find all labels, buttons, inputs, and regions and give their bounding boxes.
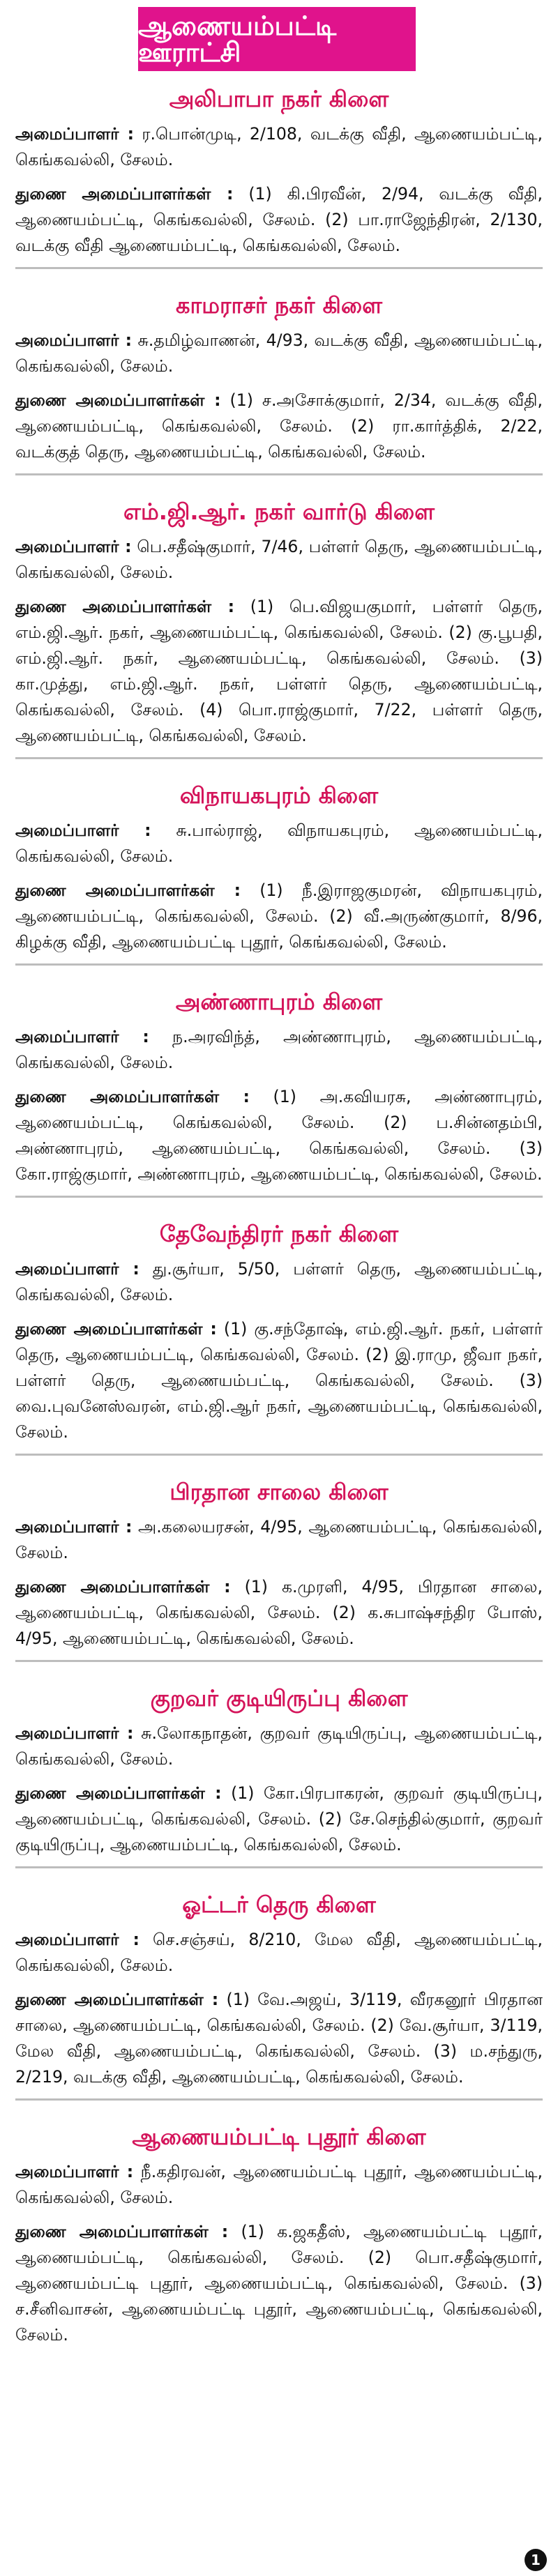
organizer-label: அமைப்பாளர் :	[15, 2162, 134, 2181]
organizer-paragraph	[15, 818, 543, 869]
branch-section	[15, 495, 543, 779]
organizer-text: நீ.கதிரவன், ஆணையம்பட்டி புதூர், ஆணையம்பட்டி, கெங்கவல்லி, சேலம்.	[15, 2162, 543, 2207]
organizer-text: செ.சஞ்சய், 8/210, மேல வீதி, ஆணையம்பட்டி, கெங்கவல்லி, சேலம்.	[15, 1930, 543, 1975]
section-divider	[15, 1454, 543, 1456]
deputy-label: துணை அமைப்பாளர்கள் :	[15, 390, 221, 410]
deputy-paragraph	[15, 2219, 543, 2348]
deputy-text: (1) க.ஜகதீஸ், ஆணையம்பட்டி புதூர், ஆணையம்பட்டி, கெங்கவல்லி, சேலம். (2) பொ.சதீஷ்குமார், ஆணையம்பட்டி புதூர், ஆணையம்பட்டி, கெங்கவல்லி, சேலம். (3) ச.சீனிவாசன், ஆணையம்பட்டி புதூர், ஆணையம்பட்டி, கெங்கவல்லி, சேலம்.	[15, 2222, 543, 2345]
deputy-text: (1) நீ.இராஜகுமரன், விநாயகபுரம், ஆணையம்பட்டி, கெங்கவல்லி, சேலம். (2) வீ.அருண்குமார், 8/96, கிழக்கு வீதி, ஆணையம்பட்டி புதூர், கெங்கவல்லி, சேலம்.	[15, 881, 543, 952]
branch-section	[15, 1475, 543, 1682]
deputy-paragraph	[15, 1574, 543, 1652]
organizer-label: அமைப்பாளர் :	[15, 1930, 140, 1949]
deputy-paragraph	[15, 1084, 543, 1187]
branch-title: ஓட்டர் தெரு கிளை	[182, 1891, 376, 1918]
organizer-label: அமைப்பாளர் :	[15, 330, 133, 350]
branch-title: அலிபாபா நகர் கிளை	[169, 86, 389, 112]
deputy-text: (1) க.முரளி, 4/95, பிரதான சாலை, ஆணையம்பட்டி, கெங்கவல்லி, சேலம். (2) க.சுபாஷ்சந்திர போஸ், 4/95, ஆணையம்பட்டி, கெங்கவல்லி, சேலம்.	[15, 1577, 543, 1648]
organizer-paragraph	[15, 2159, 543, 2211]
organizer-label: அமைப்பாளர் :	[15, 821, 151, 840]
deputy-text: (1) அ.கவியரசு, அண்ணாபுரம், ஆணையம்பட்டி, கெங்கவல்லி, சேலம். (2) ப.சின்னதம்பி, அண்ணாபுரம், ஆணையம்பட்டி, கெங்கவல்லி, சேலம். (3) கோ.ராஜ்குமார், அண்ணாபுரம், ஆணையம்பட்டி, கெங்கவல்லி, சேலம்.	[15, 1087, 543, 1184]
section-divider	[15, 473, 543, 475]
page-number-badge	[525, 2549, 547, 2571]
organizer-label: அமைப்பாளர் :	[15, 1027, 149, 1046]
deputy-label: துணை அமைப்பாளர்கள் :	[15, 881, 241, 900]
organizer-text: சு.லோகநாதன், குறவர் குடியிருப்பு, ஆணையம்பட்டி, கெங்கவல்லி, சேலம்.	[15, 1723, 543, 1769]
branch-section	[15, 1888, 543, 2120]
branch-section	[15, 779, 543, 985]
branch-section	[15, 1682, 543, 1888]
branch-section	[15, 985, 543, 1217]
organizer-paragraph	[15, 534, 543, 586]
branch-title: எம்.ஜி.ஆர். நகர் வார்டு கிளை	[123, 498, 435, 525]
organizer-label: அமைப்பாளர் :	[15, 1723, 134, 1743]
branch-title: பிரதான சாலை கிளை	[169, 1479, 389, 1505]
organizer-paragraph	[15, 121, 543, 173]
section-divider	[15, 963, 543, 966]
organizer-paragraph	[15, 1256, 543, 1308]
organizer-paragraph	[15, 1024, 543, 1076]
deputy-paragraph	[15, 878, 543, 955]
organizer-text: பெ.சதீஷ்குமார், 7/46, பள்ளர் தெரு, ஆணையம்பட்டி, கெங்கவல்லி, சேலம்.	[15, 537, 543, 582]
section-divider	[15, 1196, 543, 1198]
section-divider	[15, 2098, 543, 2101]
branch-title: காமராசர் நகர் கிளை	[176, 292, 382, 319]
deputy-paragraph	[15, 1987, 543, 2090]
section-divider	[15, 757, 543, 759]
branch-title: ஆணையம்பட்டி புதூர் கிளை	[132, 2124, 426, 2150]
section-divider	[15, 1866, 543, 1868]
section-divider	[15, 267, 543, 269]
deputy-label: துணை அமைப்பாளர்கள் :	[15, 1087, 250, 1106]
organizer-paragraph	[15, 1927, 543, 1979]
branch-section	[15, 2120, 543, 2366]
organizer-text: ர.பொன்முடி, 2/108, வடக்கு வீதி, ஆணையம்பட்டி, கெங்கவல்லி, சேலம்.	[15, 124, 543, 169]
deputy-text: (1) கி.பிரவீன், 2/94, வடக்கு வீதி, ஆணையம்பட்டி, கெங்கவல்லி, சேலம். (2) பா.ராஜேந்திரன், 2/130, வடக்கு வீதி ஆணையம்பட்டி, கெங்கவல்லி, சேலம்.	[15, 184, 543, 255]
organizer-text: து.சூர்யா, 5/50, பள்ளர் தெரு, ஆணையம்பட்டி, கெங்கவல்லி, சேலம்.	[15, 1259, 543, 1304]
organizer-text: சு.பால்ராஜ், விநாயகபுரம், ஆணையம்பட்டி, கெங்கவல்லி, சேலம்.	[15, 821, 543, 866]
branch-title: குறவர் குடியிருப்பு கிளை	[150, 1685, 408, 1712]
deputy-label: துணை அமைப்பாளர்கள் :	[15, 184, 234, 204]
deputy-label: துணை அமைப்பாளர்கள் :	[15, 1319, 217, 1339]
page-title: ஆணையம்பட்டி ஊராட்சி	[138, 10, 337, 68]
branch-title: அண்ணாபுரம் கிளை	[175, 989, 383, 1015]
organizer-text: சு.தமிழ்வாணன், 4/93, வடக்கு வீதி, ஆணையம்பட்டி, கெங்கவல்லி, சேலம்.	[15, 330, 543, 376]
page-number: 1	[531, 2552, 541, 2568]
organizer-label: அமைப்பாளர் :	[15, 1517, 133, 1537]
deputy-text: (1) வே.அஜய், 3/119, வீரகனூர் பிரதான சாலை, ஆணையம்பட்டி, கெங்கவல்லி, சேலம். (2) வே.சூர்யா, 3/119, மேல வீதி, ஆணையம்பட்டி, கெங்கவல்லி, சேலம். (3) ம.சந்துரு, 2/219, வடக்கு வீதி, ஆணையம்பட்டி, கெங்கவல்லி, சேலம்.	[15, 1990, 543, 2087]
deputy-paragraph	[15, 1316, 543, 1445]
branch-list	[15, 82, 543, 2366]
deputy-paragraph	[15, 594, 543, 749]
branch-title: விநாயகபுரம் கிளை	[179, 782, 379, 809]
deputy-text: (1) கோ.பிரபாகரன், குறவர் குடியிருப்பு, ஆணையம்பட்டி, கெங்கவல்லி, சேலம். (2) சே.செந்தில்குமார், குறவர் குடியிருப்பு, ஆணையம்பட்டி, கெங்கவல்லி, சேலம்.	[15, 1783, 543, 1854]
organizer-label: அமைப்பாளர் :	[15, 124, 135, 144]
deputy-paragraph	[15, 181, 543, 259]
deputy-paragraph	[15, 1781, 543, 1858]
deputy-label: துணை அமைப்பாளர்கள் :	[15, 1990, 219, 2009]
deputy-paragraph	[15, 388, 543, 465]
deputy-text: (1) ச.அசோக்குமார், 2/34, வடக்கு வீதி, ஆணையம்பட்டி, கெங்கவல்லி, சேலம். (2) ரா.கார்த்திக், 2/22, வடக்குத் தெரு, ஆணையம்பட்டி, கெங்கவல்லி, சேலம்.	[15, 390, 543, 462]
deputy-label: துணை அமைப்பாளர்கள் :	[15, 2222, 229, 2241]
deputy-label: துணை அமைப்பாளர்கள் :	[15, 1783, 222, 1803]
deputy-label: துணை அமைப்பாளர்கள் :	[15, 1577, 231, 1596]
organizer-paragraph	[15, 1514, 543, 1566]
branch-title: தேவேந்திரர் நகர் கிளை	[159, 1221, 399, 1247]
deputy-text: (1) கு.சந்தோஷ், எம்.ஜி.ஆர். நகர், பள்ளர் தெரு, ஆணையம்பட்டி, கெங்கவல்லி, சேலம். (2) இ.ராமு, ஜீவா நகர், பள்ளர் தெரு, ஆணையம்பட்டி, கெங்கவல்லி, சேலம். (3) வை.புவனேஸ்வரன், எம்.ஜி.ஆர் நகர், ஆணையம்பட்டி, கெங்கவல்லி, சேலம்.	[15, 1319, 543, 1442]
organizer-paragraph	[15, 328, 543, 379]
organizer-paragraph	[15, 1721, 543, 1772]
branch-section	[15, 289, 543, 495]
deputy-text: (1) பெ.விஜயகுமார், பள்ளர் தெரு, எம்.ஜி.ஆர். நகர், ஆணையம்பட்டி, கெங்கவல்லி, சேலம். (2) கு.பூபதி, எம்.ஜி.ஆர். நகர், ஆணையம்பட்டி, கெங்கவல்லி, சேலம். (3) கா.முத்து, எம்.ஜி.ஆர். நகர், பள்ளர் தெரு, ஆணையம்பட்டி, கெங்கவல்லி, சேலம். (4) பொ.ராஜ்குமார், 7/22, பள்ளர் தெரு, ஆணையம்பட்டி, கெங்கவல்லி, சேலம்.	[15, 597, 543, 745]
page-title-banner	[138, 7, 416, 71]
branch-section	[15, 1217, 543, 1475]
organizer-label: அமைப்பாளர் :	[15, 537, 132, 556]
section-divider	[15, 1660, 543, 1662]
organizer-label: அமைப்பாளர் :	[15, 1259, 140, 1279]
deputy-label: துணை அமைப்பாளர்கள் :	[15, 597, 235, 616]
organizer-text: ந.அரவிந்த், அண்ணாபுரம், ஆணையம்பட்டி, கெங்கவல்லி, சேலம்.	[15, 1027, 543, 1072]
organizer-text: அ.கலையரசன், 4/95, ஆணையம்பட்டி, கெங்கவல்லி, சேலம்.	[15, 1517, 543, 1562]
branch-section	[15, 82, 543, 289]
